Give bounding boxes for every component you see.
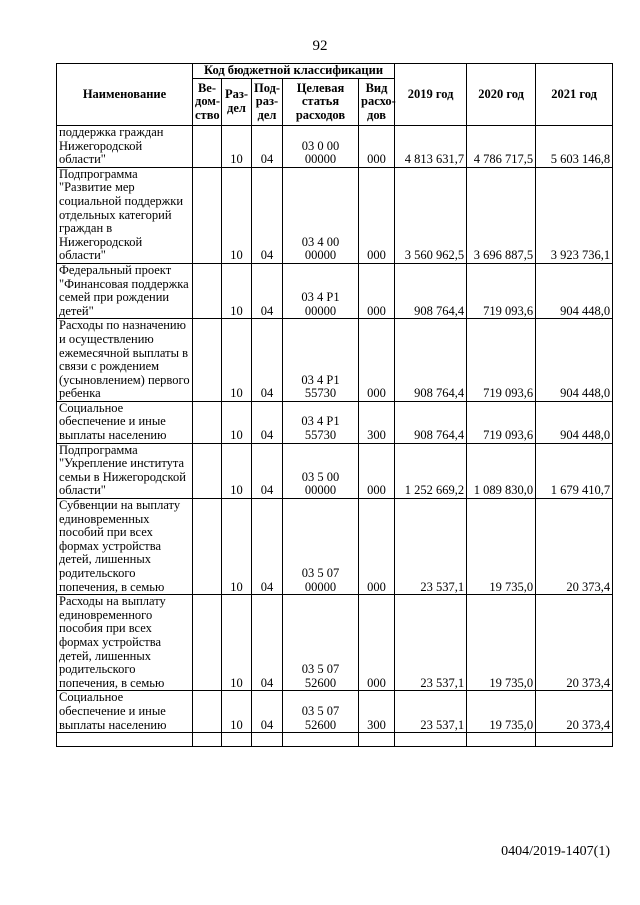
row-vid: 000: [359, 319, 395, 402]
row-2020: 19 735,0: [467, 691, 536, 733]
header-name: Наименование: [57, 64, 193, 126]
row-name: поддержка граждан Нижегородской области": [57, 126, 193, 168]
row-podrazdel: 04: [252, 401, 283, 443]
row-vid: 000: [359, 499, 395, 595]
row-2019: 908 764,4: [395, 319, 467, 402]
table-row: [57, 595, 613, 691]
row-2019: 23 537,1: [395, 595, 467, 691]
header-vid: Вид расхо- дов: [359, 79, 395, 126]
row-2021: 904 448,0: [536, 319, 613, 402]
row-2020: 3 696 887,5: [467, 167, 536, 263]
row-ved: [193, 691, 222, 733]
table-row: [57, 167, 613, 263]
row-2020: 719 093,6: [467, 319, 536, 402]
row-name: Подпрограмма "Укрепление института семьи в Нижегородской области": [57, 443, 193, 498]
row-ved: [193, 595, 222, 691]
row-razdel: 10: [222, 443, 252, 498]
row-razdel: 10: [222, 319, 252, 402]
budget-table: [56, 63, 613, 747]
row-ved: [193, 319, 222, 402]
row-2021: 904 448,0: [536, 401, 613, 443]
row-name: Расходы на выплату единовременного пособия при всех формах устройства детей, лишенных родительского попечения, в семью: [57, 595, 193, 691]
header-2019: 2019 год: [395, 64, 467, 126]
row-2021: 5 603 146,8: [536, 126, 613, 168]
row-vid: 000: [359, 126, 395, 168]
row-2021: 3 923 736,1: [536, 167, 613, 263]
row-target: 03 5 07 00000: [283, 499, 359, 595]
row-target: 03 4 00 00000: [283, 167, 359, 263]
row-vid: 300: [359, 401, 395, 443]
row-podrazdel: 04: [252, 691, 283, 733]
row-2019: 4 813 631,7: [395, 126, 467, 168]
row-podrazdel: 04: [252, 443, 283, 498]
row-target: 03 4 P1 00000: [283, 263, 359, 318]
header-budget-code: Код бюджетной классификации: [193, 64, 395, 79]
row-razdel: 10: [222, 691, 252, 733]
row-2020: 19 735,0: [467, 595, 536, 691]
row-ved: [193, 443, 222, 498]
row-razdel: 10: [222, 401, 252, 443]
row-target: 03 5 07 52600: [283, 691, 359, 733]
row-ved: [193, 401, 222, 443]
row-name: Социальное обеспечение и иные выплаты населению: [57, 401, 193, 443]
row-2021: 20 373,4: [536, 595, 613, 691]
row-2019: 23 537,1: [395, 691, 467, 733]
row-2019: 1 252 669,2: [395, 443, 467, 498]
table-row: [57, 443, 613, 498]
row-vid: 000: [359, 167, 395, 263]
row-target: 03 5 07 52600: [283, 595, 359, 691]
row-vid: 300: [359, 691, 395, 733]
table-row: [57, 691, 613, 733]
row-name: Расходы по назначению и осуществлению ежемесячной выплаты в связи с рождением (усыновлением) первого ребенка: [57, 319, 193, 402]
row-2021: 20 373,4: [536, 499, 613, 595]
row-name: Социальное обеспечение и иные выплаты населению: [57, 691, 193, 733]
row-vid: 000: [359, 443, 395, 498]
row-2019: 908 764,4: [395, 401, 467, 443]
row-target: 03 4 P1 55730: [283, 401, 359, 443]
table-row: [57, 499, 613, 595]
row-razdel: 10: [222, 126, 252, 168]
table-row: [57, 319, 613, 402]
row-razdel: 10: [222, 167, 252, 263]
row-ved: [193, 499, 222, 595]
row-2020: 719 093,6: [467, 401, 536, 443]
row-name: Субвенции на выплату единовременных пособий при всех формах устройства детей, лишенных родительского попечения, в семью: [57, 499, 193, 595]
row-target: 03 4 P1 55730: [283, 319, 359, 402]
header-target: Целевая статья расходов: [283, 79, 359, 126]
row-name: Федеральный проект "Финансовая поддержка семей при рождении детей": [57, 263, 193, 318]
header-razdel: Раз- дел: [222, 79, 252, 126]
page-number: 92: [312, 38, 328, 54]
row-podrazdel: 04: [252, 167, 283, 263]
document-code: 0404/2019-1407(1): [501, 844, 610, 859]
row-target: 03 0 00 00000: [283, 126, 359, 168]
row-ved: [193, 263, 222, 318]
table-row: [57, 263, 613, 318]
row-razdel: 10: [222, 595, 252, 691]
row-name: Подпрограмма "Развитие мер социальной поддержки отдельных категорий граждан в Нижегородской области": [57, 167, 193, 263]
header-2021: 2021 год: [536, 64, 613, 126]
row-ved: [193, 167, 222, 263]
row-vid: 000: [359, 595, 395, 691]
row-podrazdel: 04: [252, 595, 283, 691]
row-2019: 23 537,1: [395, 499, 467, 595]
row-ved: [193, 126, 222, 168]
header-2020: 2020 год: [467, 64, 536, 126]
row-2020: 719 093,6: [467, 263, 536, 318]
row-podrazdel: 04: [252, 319, 283, 402]
table-row-empty: [57, 733, 613, 747]
row-2020: 19 735,0: [467, 499, 536, 595]
row-podrazdel: 04: [252, 263, 283, 318]
row-podrazdel: 04: [252, 499, 283, 595]
table-row: [57, 126, 613, 168]
header-vedomstvo: Ве- дом- ство: [193, 79, 222, 126]
table-row: [57, 401, 613, 443]
row-podrazdel: 04: [252, 126, 283, 168]
row-vid: 000: [359, 263, 395, 318]
row-target: 03 5 00 00000: [283, 443, 359, 498]
row-2019: 3 560 962,5: [395, 167, 467, 263]
row-2021: 20 373,4: [536, 691, 613, 733]
row-2019: 908 764,4: [395, 263, 467, 318]
row-2020: 1 089 830,0: [467, 443, 536, 498]
row-2020: 4 786 717,5: [467, 126, 536, 168]
row-razdel: 10: [222, 499, 252, 595]
row-2021: 904 448,0: [536, 263, 613, 318]
header-podrazdel: Под- раз- дел: [252, 79, 283, 126]
row-2021: 1 679 410,7: [536, 443, 613, 498]
row-razdel: 10: [222, 263, 252, 318]
